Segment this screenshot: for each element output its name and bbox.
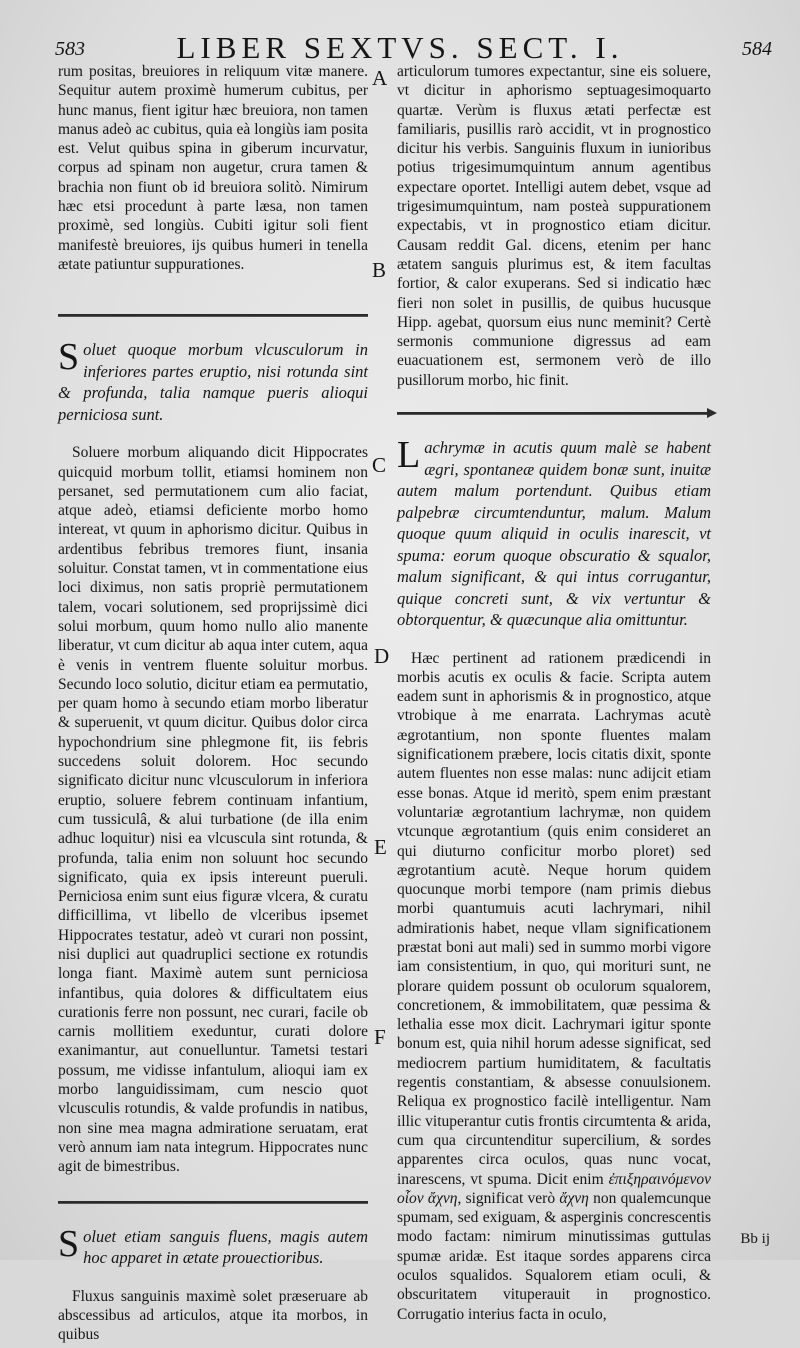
right-paragraph-2 xyxy=(397,649,711,1324)
section-rule xyxy=(58,314,368,317)
drop-cap: S xyxy=(58,1222,80,1265)
left-paragraph-2: Soluere morbum aliquando dicit Hippocrates quicquid morbum tollit, etiamsi hominem non persanet, sed permutationem cum alio faciat, atque adeò, etiamsi deficiente morbo homo intereat, vt quum in aphorismo dicitur. Quibus in ardentibus febribus tremores fiunt, insania soluitur. Constat tamen, vt in commentatione eius loci diximus, non satis propriè permutationem talem, vocari solutionem, sed proprijssimè dici solui morbum, quum homo nullo alio manente liberatur, vt cum dicitur ab aqua inter cutem, aqua è venis in ventrem fluente soluitur morbus. Secundo loco solutio, dicitur etiam ea permutatio, per quam homo à secundo etiam morbo liberatur & superuenit, vt quum dicitur. Quibus dolor circa hypochondrium sine phlegmone fit, iis febris succedens soluit dolorem. Hoc secundo significato dicitur nunc vlcusculorum in inferiora eruptio, soluere febrem continuam infantium, cum tussiculâ, & alui turbatione (de illa enim adhuc loquitur) nisi ea vlcuscula sint rotunda, & profunda, talia enim non soluunt hoc secundo significato, quia ex ipsis intereunt pueruli. Perniciosa enim sunt eius figuræ vlcera, & curatu difficillima, vt libello de vlceribus ipsemet Hippocrates testatur, adeò vt curari non possint, nisi duplici aut quadruplici sectione ex rotundis longa fiant. Maximè autem sunt perniciosa infantibus, quia dolores & difficultatem eius curationis ferre non possunt, nec curari, facile ob carnis mollitiem exeduntur, curati dolore exanimantur, aut conuelluntur. Tametsi testari possum, me vidisse infantulum, alioqui iam ex morbo languidissimam, cum nescio quot vlcusculis rotundis, & valde profundis in natibus, non sine mea magna admiratione seruatam, erat verò annum iam nata integrum. Hippocrates nunc agit de bimestribus. xyxy=(58,444,368,1176)
aphorism-text: oluet quoque morbum vlcusculorum in inferiores partes eruptio, nisi rotunda sint & profunda, talia namque pueris alioqui perniciosa sunt. xyxy=(58,340,368,424)
drop-cap: L xyxy=(397,434,421,477)
margin-letter-d: D xyxy=(374,644,390,668)
commentary-text: , significat verò xyxy=(457,1189,556,1207)
section-rule xyxy=(58,1201,368,1204)
greek-phrase: ἐπιξηραινόμενον οἷον ἄχνη xyxy=(397,1170,711,1207)
commentary-text: Hæc pertinent ad rationem prædicendi in morbis acutis ex oculis & facie. Scripta autem eadem sunt in aphorismis & in prognostico, atque vtrobique à me enarrata. Lachrymas acutè ægrotantium, non sponte fluentes malam significationem præbere, locis citatis dixit, sponte autem fluentes non esse malas: nunc adijcit etiam esse bonas. Atque id meritò, spem enim præstant voluntariæ ægrotantium lachrymæ, non quidem vtcunque ægrotantium (quis enim consideret an qui diuturno conficitur morbo ploret) sed ægrotantium acutè. Neque horum quidem quocunque morbi tempore (nam primis diebus morbi quantumuis acuti lachrymari, nihil admirationis habet, neque vllam significationem præstat boni aut mali) sed in summo morbi vigore iam consistentium, in quo, qui morituri sunt, ne plorare quidem possunt ob oculorum squalorem, concretionem, & immobilitatem, quæ pessima & lethalia esse mox dicit. Lachrymari igitur sponte bonum est, quia nihil horum adesse significat, sed mediocrem partium humiditatem, & facultatis regentis constantiam, & absesse conuulsionem. Reliqua ex prognostico facilè intelligentur. Nam illic vituperantur cutis frontis circumtenta & arida, cum qua circuntenditur supercilium, & sordes apparentes circa oculos, quas nunc vocat, inarescens, vt spuma. Dicit enim xyxy=(397,649,711,1188)
margin-letter-f: F xyxy=(374,1025,386,1049)
section-rule xyxy=(397,412,711,415)
aphorism-1 xyxy=(58,336,368,425)
aphorism-text: achrymæ in acutis quum malè se habent ægri, spontaneæ quidem bonæ sunt, inuitæ autem malum portendunt. Quibus etiam palpebræ circumtenduntur, malum. Malum quoque quum aliquid in oculis inarescit, vt spuma: eorum quoque obscuratio & squalor, malum significant, & qui intus corrugantur, quique concreti sunt, & vix vertuntur & obtorquentur, & quæcunque alia omittuntur. xyxy=(397,438,711,630)
right-paragraph-1: articulorum tumores expectantur, sine eis soluere, vt dicitur in aphorismo septuagesimoquarto quartæ. Verùm is fluxus ætati perfectæ est familiaris, pusillis rarò accidit, vt in prognostico dicitur his verbis. Sanguinis fluxum in iunioribus potius trigesimumquintum annum agentibus expectare oportet. Intelligi autem debet, vsque ad trigesimumquintum, nam posteà suppurationem expectabis, vt in prognostico etiam dicitur. Causam reddit Gal. dicens, etenim per hanc ætatem sanguis plurimus est, & item facultas fortior, & calor exuperans. Sed si indicatio hæc fieri non solet in pusillis, de quibus hucusque Hipp. agebat, quorsum eius nunc meminit? Certè sermonis communione digressus ad eam euacuationem est, sermonem verò de illo pusillorum morbo, hic finit. xyxy=(397,63,711,389)
left-paragraph-1: rum positas, breuiores in reliquum vitæ manere. Sequitur autem proximè humerum cubitus, per hunc manus, fient igitur hæc breuiora, non tamen manus adeò ac cubitus, quia eà longiùs iam posita est. Velut quibus spina in giberum incurvatur, corpus ad spinam non augetur, crura tamen & brachia non fiunt ob id breuiora solitò. Nimirum hæc etsi procedunt à parte læsa, non tamen proximè, sed longiùs. Cubiti igitur soli fient manifestè breuiores, ijs quibus humeri in tenella ætate patiuntur suppurationes. xyxy=(58,63,368,273)
greek-word: ἄχνη xyxy=(559,1189,589,1207)
margin-letter-b: B xyxy=(372,258,387,282)
left-column xyxy=(58,62,368,1348)
signature-mark: Bb ij xyxy=(740,1231,770,1247)
running-title: LIBER SEXTVS. SECT. I. xyxy=(176,30,624,65)
aphorism-2 xyxy=(58,1222,368,1269)
aphorism-3 xyxy=(397,434,711,631)
drop-cap: S xyxy=(58,336,80,379)
page-number-left: 583 xyxy=(55,38,85,60)
margin-letter-a: A xyxy=(372,66,388,90)
aphorism-text: oluet etiam sanguis fluens, magis autem hoc apparet in ætate prouectioribus. xyxy=(83,1226,368,1268)
left-paragraph-3: Fluxus sanguinis maximè solet præseruare ab abscessibus ad articulos, atque ita morbos, in quibus xyxy=(58,1287,368,1344)
page-number-right: 584 xyxy=(742,38,772,60)
margin-letter-c: C xyxy=(372,453,387,477)
margin-letter-e: E xyxy=(374,835,387,859)
commentary-text: non qualemcunque spumam, sed exiguam, & asperginis concrescentis modo factam: nimirum minutissimas guttulas spumæ aridæ. Est itaque sordes apparens circa oculos squalidos. Squalorem etiam oculi, & obscuritatem vituperauit in prognostico. Corrugatio interius facta in oculo, xyxy=(397,1189,711,1323)
right-column xyxy=(397,62,711,1328)
